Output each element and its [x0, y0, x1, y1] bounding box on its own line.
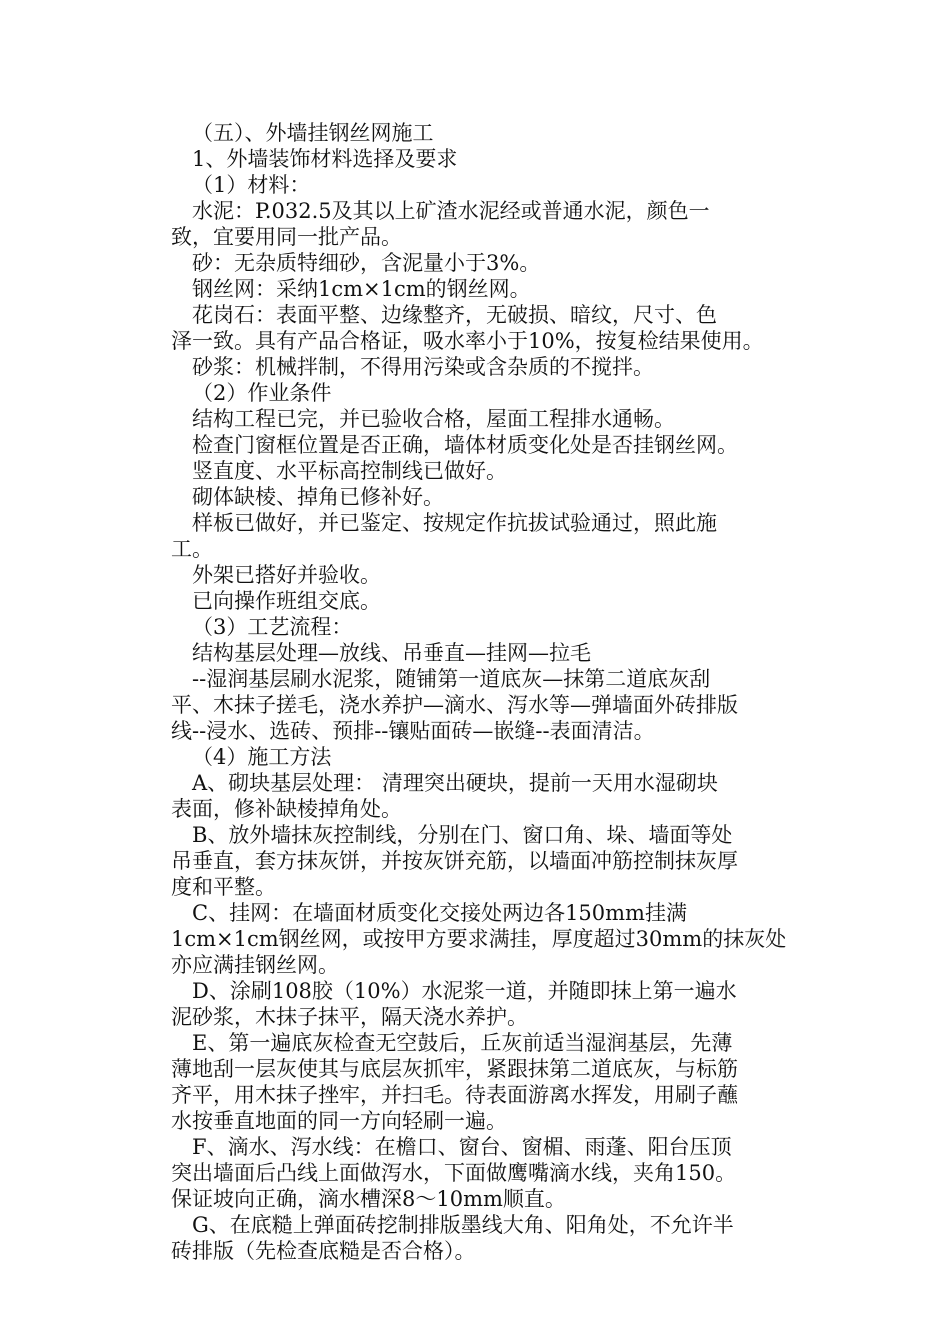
- document-page: [171, 120, 806, 1264]
- text-line: 已向操作班组交底。: [192, 589, 381, 613]
- text-line: （五）、外墙挂钢丝网施工: [192, 121, 434, 145]
- text-line: 保证坡向正确，滴水槽深8～10mm顺直。: [171, 1187, 566, 1211]
- text-line: （2）作业条件: [192, 381, 332, 405]
- text-line: 齐平，用木抹子挫牢，并扫毛。待表面游离水挥发，用刷子蘸: [171, 1083, 738, 1107]
- text-line: 结构基层处理—放线、吊垂直—挂网—拉毛: [192, 641, 591, 665]
- text-line: 检查门窗框位置是否正确，墙体材质变化处是否挂钢丝网。: [192, 433, 738, 457]
- text-line: F、滴水、泻水线：在檐口、窗台、窗楣、雨蓬、阳台压顶: [192, 1135, 732, 1159]
- text-line: 竖直度、水平标高控制线已做好。: [192, 459, 507, 483]
- text-line: 泽一致。具有产品合格证，吸水率小于10%，按复检结果使用。: [171, 329, 764, 353]
- text-line: 吊垂直，套方抹灰饼，并按灰饼充筋，以墙面冲筋控制抹灰厚: [171, 849, 738, 873]
- text-line: D、涂刷108胶（10%）水泥浆一道，并随即抹上第一遍水: [192, 979, 737, 1003]
- text-line: 度和平整。: [171, 875, 276, 899]
- text-line: 结构工程已完，并已验收合格，屋面工程排水通畅。: [192, 407, 675, 431]
- text-line: （1）材料：: [192, 173, 311, 197]
- text-line: 水按垂直地面的同一方向轻刷一遍。: [171, 1109, 507, 1133]
- text-line: A、砌块基层处理： 清理突出硬块，提前一天用水湿砌块: [192, 771, 718, 795]
- text-line: E、第一遍底灰检查无空鼓后，丘灰前适当湿润基层，先薄: [192, 1031, 733, 1055]
- text-line: （3）工艺流程：: [192, 615, 353, 639]
- text-line: 泥砂浆，木抹子抹平，隔天浇水养护。: [171, 1005, 528, 1029]
- text-line: 外架已搭好并验收。: [192, 563, 381, 587]
- text-line: （4）施工方法: [192, 745, 332, 769]
- text-line: 1、外墙装饰材料选择及要求: [192, 147, 458, 171]
- text-line: 水泥：P.032.5及其以上矿渣水泥经或普通水泥，颜色一: [192, 199, 710, 223]
- text-line: C、挂网：在墙面材质变化交接处两边各150mm挂满: [192, 901, 687, 925]
- text-line: 样板已做好，并已鉴定、按规定作抗拔试验通过，照此施: [192, 511, 717, 535]
- text-line: 表面，修补缺棱掉角处。: [171, 797, 402, 821]
- text-line: 亦应满挂钢丝网。: [171, 953, 339, 977]
- text-line: 1cm×1cm钢丝网，或按甲方要求满挂，厚度超过30mm的抹灰处: [171, 927, 787, 951]
- text-line: 致，宜要用同一批产品。: [171, 225, 402, 249]
- text-line: 工。: [171, 537, 213, 561]
- text-line: 钢丝网：采纳1cm×1cm的钢丝网。: [192, 277, 531, 301]
- text-line: 平、木抹子搓毛，浇水养护—滴水、泻水等—弹墙面外砖排版: [171, 693, 738, 717]
- text-line: 花岗石：表面平整、边缘整齐，无破损、暗纹，尺寸、色: [192, 303, 717, 327]
- text-line: 砂：无杂质特细砂，含泥量小于3%。: [192, 251, 541, 275]
- text-line: G、在底糙上弹面砖挖制排版墨线大角、阳角处，不允许半: [192, 1213, 734, 1237]
- text-line: 突出墙面后凸线上面做泻水，下面做鹰嘴滴水线，夹角150。: [171, 1161, 737, 1185]
- text-line: 砂浆：机械拌制，不得用污染或含杂质的不搅拌。: [192, 355, 654, 379]
- text-line: 砖排版（先检查底糙是否合格）。: [171, 1239, 476, 1263]
- text-line: --湿润基层刷水泥浆，随铺第一道底灰—抹第二道底灰刮: [192, 667, 711, 691]
- text-line: 砌体缺棱、掉角已修补好。: [192, 485, 444, 509]
- text-line: B、放外墙抹灰控制线，分别在门、窗口角、垛、墙面等处: [192, 823, 733, 847]
- text-line: 线--浸水、选砖、预排--镶贴面砖—嵌缝--表面清洁。: [171, 719, 655, 743]
- text-line: 薄地刮一层灰使其与底层灰抓牢，紧跟抹第二道底灰，与标筋: [171, 1057, 738, 1081]
